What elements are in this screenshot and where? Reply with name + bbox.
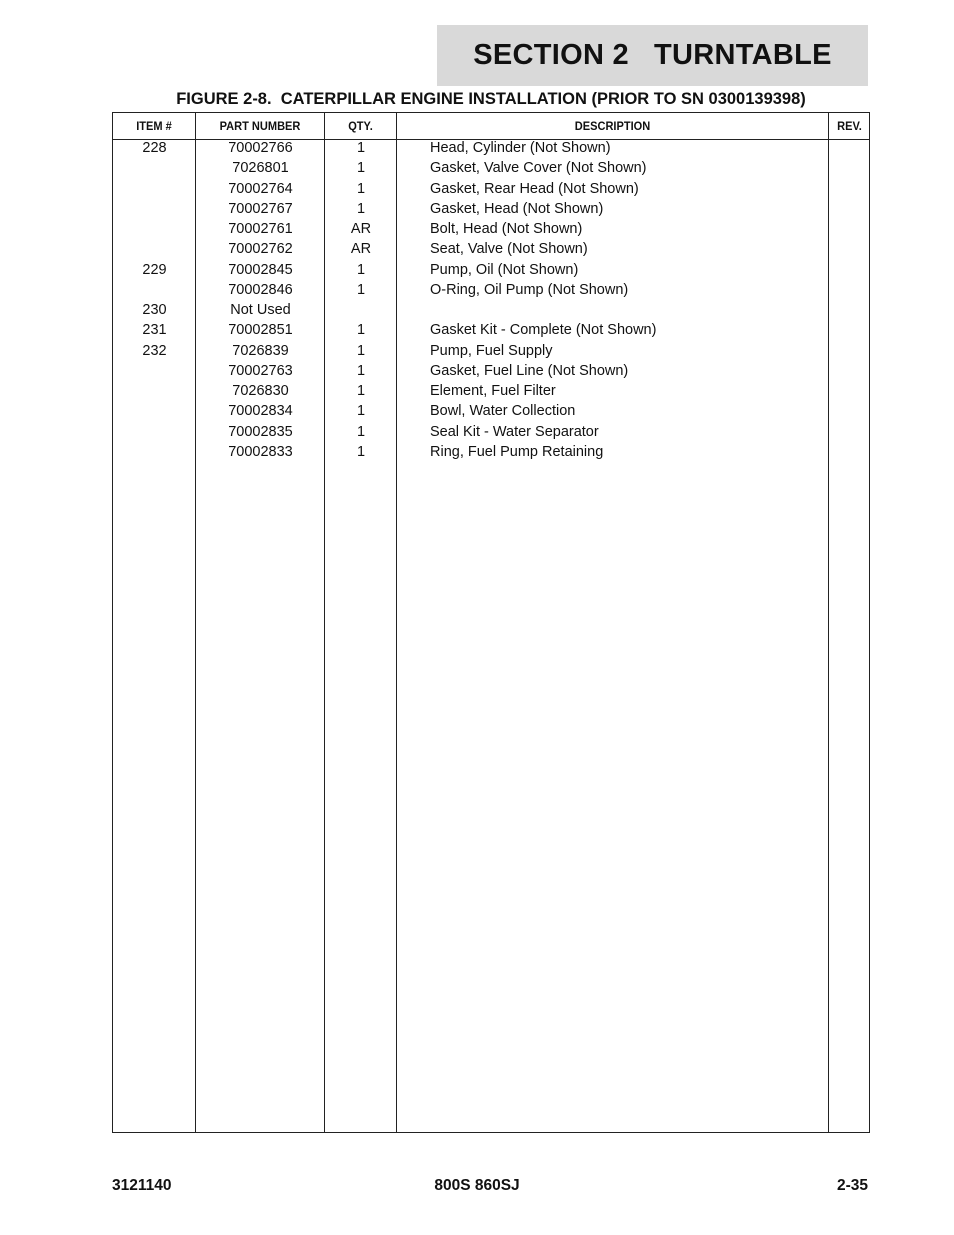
cell-part-number: 70002762: [228, 241, 293, 258]
cell-part-number: Not Used: [230, 302, 291, 318]
cell-part-number: 70002763: [228, 362, 293, 379]
cell-item-number: 232: [142, 342, 167, 359]
cell-item-number: 228: [142, 140, 167, 156]
cell-quantity: 1: [356, 180, 366, 197]
table-row: [113, 322, 869, 342]
column-header-rev: REV.: [837, 119, 862, 133]
cell-description: Gasket Kit - Complete (Not Shown): [430, 322, 657, 339]
table-row: [113, 343, 869, 363]
model-number: 800S 860SJ: [434, 1177, 520, 1194]
table-row: [113, 424, 869, 444]
section-banner: [437, 25, 868, 86]
cell-quantity: 1: [356, 383, 366, 399]
column-header-part-number: PART NUMBER: [219, 119, 301, 133]
cell-description: Pump, Oil (Not Shown): [430, 261, 579, 278]
table-row: [113, 241, 869, 261]
cell-quantity: 1: [356, 200, 366, 217]
table-row: [113, 160, 869, 180]
cell-quantity: 1: [356, 261, 366, 278]
cell-description: Seat, Valve (Not Shown): [430, 241, 588, 258]
cell-quantity: 1: [356, 160, 366, 177]
cell-quantity: 1: [356, 281, 366, 298]
cell-part-number: 70002835: [228, 423, 293, 440]
cell-part-number: 7026801: [232, 160, 289, 177]
cell-description: Head, Cylinder (Not Shown): [430, 140, 611, 156]
cell-part-number: 70002766: [228, 140, 293, 156]
cell-quantity: AR: [350, 221, 372, 237]
table-body: [113, 140, 869, 464]
cell-part-number: 70002761: [228, 221, 293, 237]
cell-part-number: 70002845: [228, 261, 293, 278]
cell-description: Gasket, Valve Cover (Not Shown): [430, 160, 647, 177]
figure-title: FIGURE 2-8. CATERPILLAR ENGINE INSTALLATION (PRIOR TO SN 0300139398): [176, 90, 806, 108]
cell-part-number: 70002851: [228, 322, 293, 339]
column-header-description: DESCRIPTION: [574, 119, 651, 133]
parts-table: [112, 112, 870, 1133]
cell-description: Element, Fuel Filter: [430, 383, 556, 399]
column-header-qty: QTY.: [348, 119, 373, 133]
cell-quantity: 1: [356, 443, 366, 460]
cell-quantity: 1: [356, 362, 366, 379]
cell-part-number: 7026839: [232, 342, 289, 359]
cell-quantity: 1: [356, 403, 366, 420]
table-row: [113, 140, 869, 160]
cell-item-number: 229: [142, 261, 167, 278]
cell-description: Gasket, Rear Head (Not Shown): [430, 180, 639, 197]
cell-part-number: 70002846: [228, 281, 293, 298]
table-row: [113, 181, 869, 201]
table-row: [113, 302, 869, 322]
cell-description: Seal Kit - Water Separator: [430, 423, 599, 440]
cell-description: Pump, Fuel Supply: [430, 342, 553, 359]
table-row: [113, 221, 869, 241]
page-number: 2-35: [836, 1177, 868, 1194]
cell-quantity: 1: [356, 423, 366, 440]
cell-quantity: 1: [356, 140, 366, 156]
cell-description: Ring, Fuel Pump Retaining: [430, 443, 604, 460]
cell-part-number: 70002767: [228, 200, 293, 217]
table-row: [113, 383, 869, 403]
table-row: [113, 403, 869, 423]
cell-quantity: 1: [356, 322, 366, 339]
cell-part-number: 7026830: [232, 383, 289, 399]
table-row: [113, 444, 869, 464]
column-header-item: ITEM #: [136, 119, 172, 133]
cell-quantity: 1: [356, 342, 366, 359]
cell-quantity: AR: [350, 241, 372, 258]
cell-description: O-Ring, Oil Pump (Not Shown): [430, 281, 629, 298]
table-row: [113, 282, 869, 302]
table-row: [113, 363, 869, 383]
cell-part-number: 70002833: [228, 443, 293, 460]
table-row: [113, 262, 869, 282]
cell-description: Gasket, Fuel Line (Not Shown): [430, 362, 629, 379]
table-row: [113, 201, 869, 221]
cell-description: Gasket, Head (Not Shown): [430, 200, 604, 217]
cell-description: Bolt, Head (Not Shown): [430, 221, 583, 237]
cell-item-number: 230: [142, 302, 167, 318]
document-number: 3121140: [112, 1177, 172, 1194]
cell-item-number: 231: [142, 322, 167, 339]
section-title: SECTION 2 TURNTABLE: [473, 39, 832, 71]
cell-part-number: 70002834: [228, 403, 293, 420]
cell-description: Bowl, Water Collection: [430, 403, 576, 420]
cell-part-number: 70002764: [228, 180, 293, 197]
